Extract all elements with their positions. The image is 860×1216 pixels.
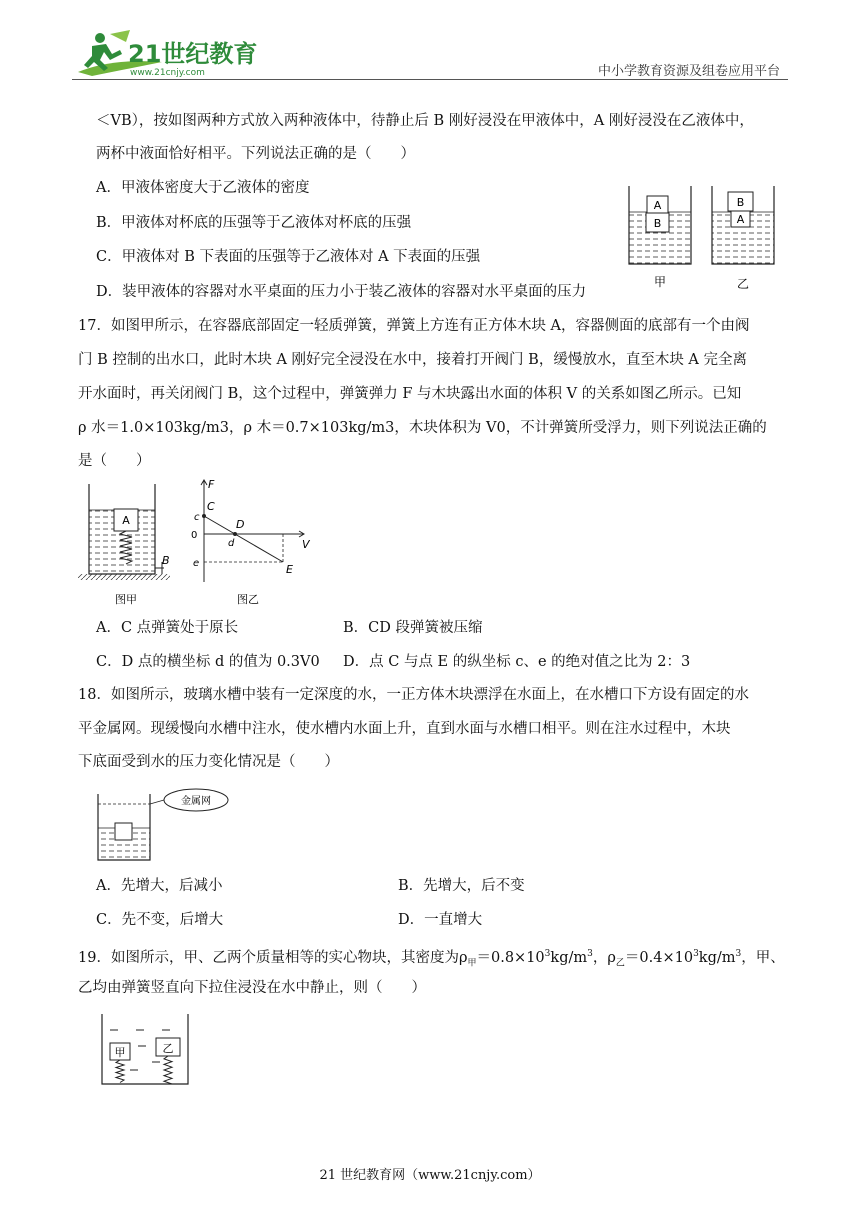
svg-text:0: 0 bbox=[191, 530, 198, 541]
svg-text:e: e bbox=[193, 558, 200, 569]
site-logo bbox=[72, 28, 258, 80]
svg-text:B: B bbox=[162, 554, 170, 567]
label-yi: 乙 bbox=[736, 277, 750, 291]
q17-line1: 17．如图甲所示，在容器底部固定一轻质弹簧，弹簧上方连有正方体木块 A，容器侧面的底部有一个由阀 bbox=[78, 318, 750, 334]
q19-line1: 19．如图所示，甲、乙两个质量相等的实心物块，其密度为$\rho_甲=0.8\times 10^3kg/m^3$，$\rho_乙=0.4\times 10^3kg/m^3$，甲、 bbox=[78, 949, 785, 969]
q16-line2: 两杯中液面恰好相平。下列说法正确的是（ ） bbox=[96, 146, 415, 162]
q16-option-c: C．甲液体对 B 下表面的压强等于乙液体对 A 下表面的压强 bbox=[96, 249, 481, 265]
svg-text:A: A bbox=[653, 199, 662, 212]
q18-line3: 下底面受到水的压力变化情况是（ ） bbox=[78, 754, 339, 770]
q16-option-a: A．甲液体密度大于乙液体的密度 bbox=[96, 180, 310, 196]
q16-option-b: B．甲液体对杯底的压强等于乙液体对杯底的压强 bbox=[96, 215, 412, 231]
q18-option-b: B．先增大，后不变 bbox=[398, 878, 525, 894]
logo-url: www.21cnjy.com bbox=[130, 68, 205, 78]
logo-text: 21世纪教育 bbox=[128, 40, 258, 68]
caption-jia: 图甲 bbox=[115, 593, 137, 606]
q16-option-d: D．装甲液体的容器对水平桌面的压力小于装乙液体的容器对水平桌面的压力 bbox=[96, 284, 587, 300]
q17-line3: 开水面时，再关闭阀门 B，这个过程中，弹簧弹力 F 与木块露出水面的体积 V 的关系如图乙所示。已知 bbox=[78, 386, 742, 402]
label-jia: 甲 bbox=[653, 275, 667, 289]
q19-figure bbox=[96, 1010, 196, 1090]
spring-jia bbox=[116, 1060, 124, 1083]
wood-block bbox=[115, 823, 132, 840]
svg-text:甲: 甲 bbox=[114, 1046, 126, 1059]
point-e: E bbox=[286, 563, 293, 576]
q18-line2: 平金属网。现缓慢向水槽中注水，使水槽内水面上升，直到水面与水槽口相平。则在注水过程中，木块 bbox=[78, 721, 731, 737]
q18-figure bbox=[92, 788, 282, 864]
q17-line2: 门 B 控制的出水口，此时木块 A 刚好完全浸没在水中，接着打开阀门 B，缓慢放水，直至木块 A 完全离 bbox=[78, 352, 748, 368]
point-c: C bbox=[207, 500, 215, 513]
svg-text:F: F bbox=[208, 478, 215, 491]
q16-figure bbox=[620, 182, 790, 297]
q17-option-c: C．D 点的横坐标 d 的值为 0.3V0 bbox=[96, 654, 320, 670]
header-divider bbox=[72, 79, 788, 80]
point-d: D bbox=[236, 518, 245, 531]
svg-text:A: A bbox=[736, 213, 745, 226]
svg-text:d: d bbox=[228, 538, 235, 549]
q17-line4: ρ 水＝1.0×103kg/m3，ρ 木＝0.7×103kg/m3，木块体积为 V0，不计弹簧所受浮力，则下列说法正确的 bbox=[78, 420, 767, 436]
spring-yi bbox=[164, 1056, 172, 1084]
svg-text:V: V bbox=[302, 538, 310, 551]
svg-text:A: A bbox=[122, 514, 130, 527]
q17-option-b: B．CD 段弹簧被压缩 bbox=[343, 620, 483, 636]
caption-yi: 图乙 bbox=[237, 593, 259, 606]
q16-line1: ＜VB），按如图两种方式放入两种液体中，待静止后 B 刚好浸没在甲液体中，A 刚好浸没在乙液体中， bbox=[96, 113, 754, 129]
q18-option-a: A．先增大，后减小 bbox=[96, 878, 223, 894]
q17-figure-jia bbox=[78, 478, 178, 610]
q17-option-a: A．C 点弹簧处于原长 bbox=[96, 620, 239, 636]
q18-option-c: C．先不变，后增大 bbox=[96, 912, 224, 928]
q19-line2: 乙均由弹簧竖直向下拉住浸没在水中静止，则（ ） bbox=[78, 980, 426, 996]
footer: 21 世纪教育网（www.21cnjy.com） bbox=[319, 1168, 541, 1183]
net-label: 金属网 bbox=[181, 796, 211, 807]
svg-text:B: B bbox=[653, 217, 662, 230]
q17-figure-yi bbox=[186, 478, 316, 610]
q18-option-d: D．一直增大 bbox=[398, 912, 483, 928]
q17-line5: 是（ ） bbox=[78, 453, 151, 469]
ground bbox=[78, 574, 170, 580]
svg-text:乙: 乙 bbox=[162, 1042, 174, 1055]
svg-text:c: c bbox=[194, 512, 200, 523]
q17-option-d: D．点 C 与点 E 的纵坐标 c、e 的绝对值之比为 2：3 bbox=[343, 654, 691, 670]
svg-text:B: B bbox=[736, 196, 745, 209]
platform-name: 中小学教育资源及组卷应用平台 bbox=[597, 64, 780, 79]
q18-line1: 18．如图所示，玻璃水槽中装有一定深度的水，一正方体木块漂浮在水面上，在水槽口下方设有固定的水 bbox=[78, 687, 749, 703]
